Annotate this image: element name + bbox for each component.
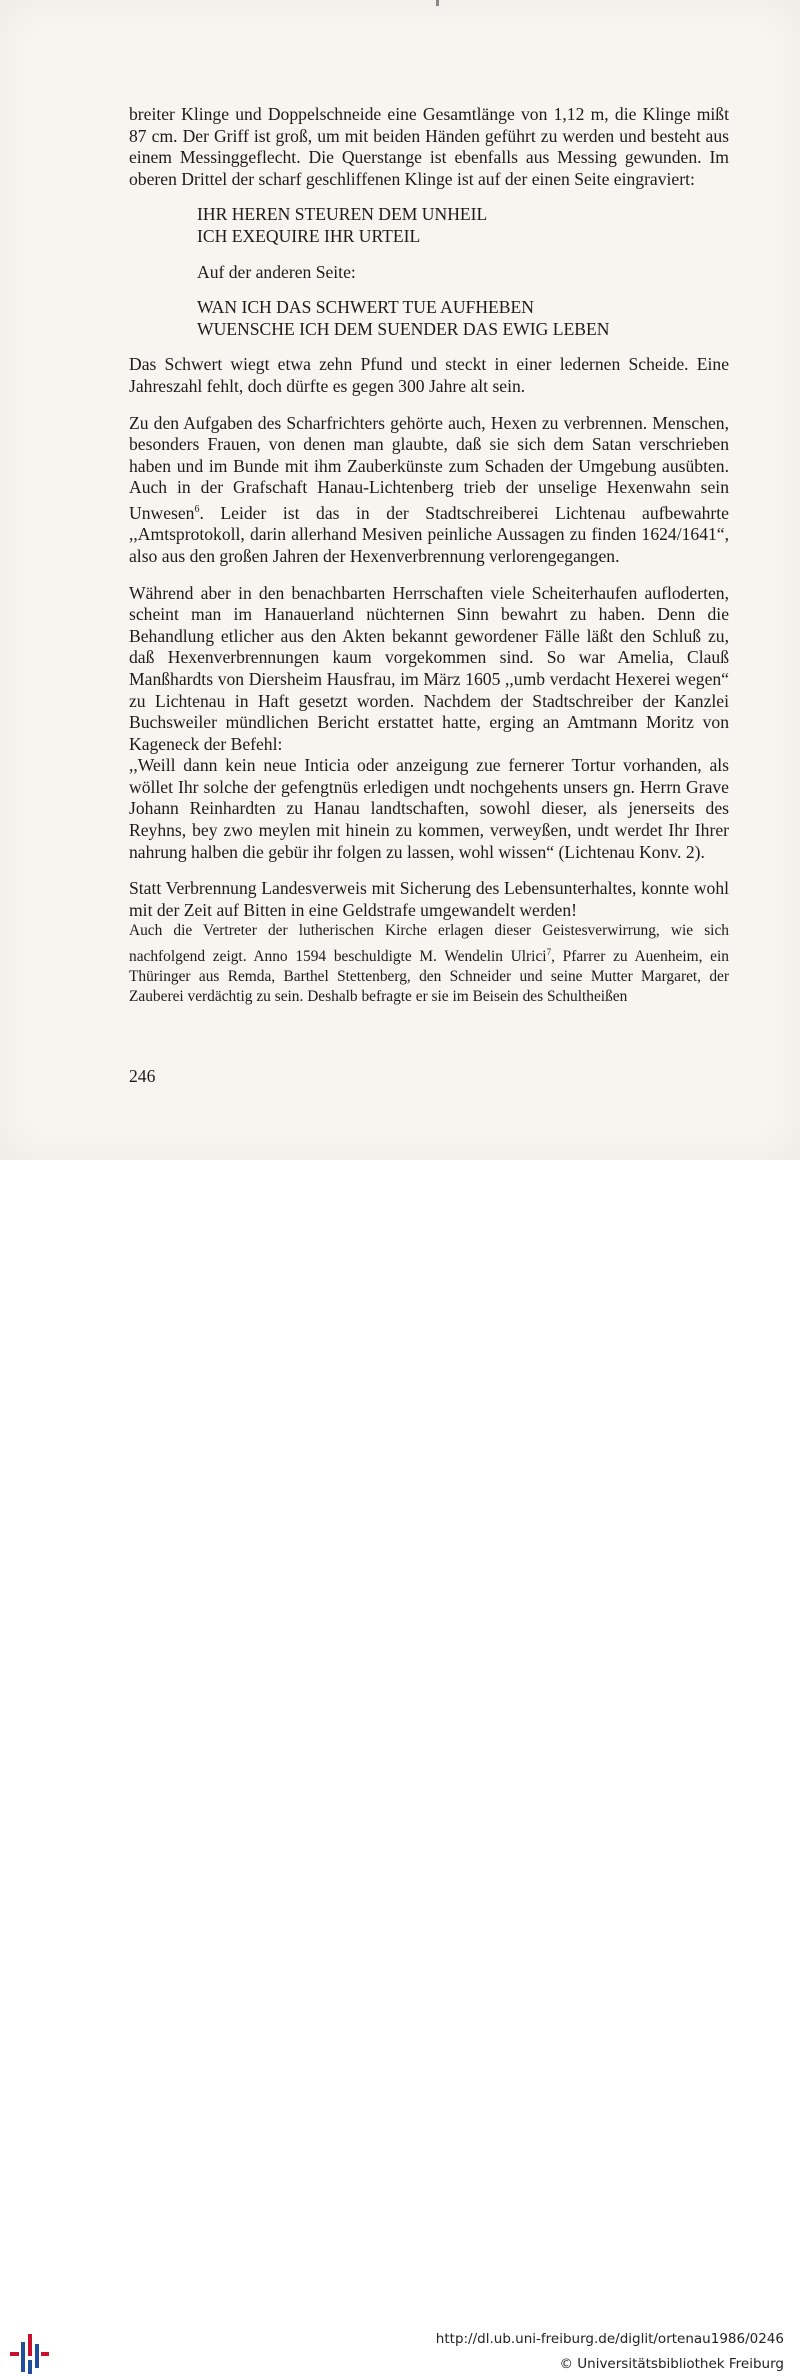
inscription-2 — [197, 297, 729, 340]
paragraph-5: Statt Verbrennung Landesverweis mit Sicherung des Lebensunterhaltes, konnte wohl mit der Zeit auf Bitten in eine Geldstrafe umgewandelt werden! — [129, 878, 729, 920]
footnote-ref-6: 6 — [194, 503, 200, 515]
paragraph-3 — [129, 413, 729, 568]
inscription-1-line-2: ICH EXEQUIRE IHR URTEIL — [197, 225, 421, 246]
inscription-2-line-2: WUENSCHE ICH DEM SUENDER DAS EWIG LEBEN — [197, 318, 610, 339]
viewer-footer — [0, 1160, 800, 2372]
paragraph-1: breiter Klinge und Doppelschneide eine Gesamtlänge von 1,12 m, die Klinge mißt 87 cm. Der Griff ist groß, um mit beiden Händen geführt zu werden und besteht aus einem Messinggeflecht. Die Querstange ist ebenfalls aus Messing gewunden. Im oberen Drittel der scharf geschliffenen Klinge ist auf der einen Seite eingraviert: — [129, 104, 729, 189]
paragraph-3-part-a: Zu den Aufgaben des Scharfrichters gehörte auch, Hexen zu verbrennen. Menschen, besonders Frauen, von denen man glaubte, daß sie sich dem Satan verschrieben haben und im Bunde mit ihm Zauberkünste zum Schaden der Umgebung ausübten. Auch in der Grafschaft Hanau-Lichtenberg trieb der unselige Hexenwahn sein Unwesen — [129, 412, 729, 523]
scanned-page — [0, 0, 800, 1160]
inscription-2-line-1: WAN ICH DAS SCHWERT TUE AUFHEBEN — [197, 297, 534, 318]
small-paragraph — [129, 921, 729, 1007]
other-side-label: Auf der anderen Seite: — [197, 261, 356, 282]
small-paragraph-part-a: Auch die Vertreter der lutherischen Kirche erlagen dieser Geistesverwirrung, wie sich nachfolgend zeigt. Anno 1594 beschuldigte M. Wendelin Ulrici — [129, 922, 729, 965]
inscription-1-line-1: IHR HEREN STEUREN DEM UNHEIL — [197, 204, 488, 225]
paragraph-2: Das Schwert wiegt etwa zehn Pfund und steckt in einer ledernen Scheide. Eine Jahreszahl fehlt, doch dürfte es gegen 300 Jahre alt sein. — [129, 354, 729, 396]
paragraph-3-part-b: . Leider ist das in der Stadtschreiberei Lichtenau aufbewahrte ,,Amtsprotokoll, darin allerhand Mesiven peinliche Aussagen zu finden 1624/1641“, also aus den großen Jahren der Hexenverbrennung verlorengegangen. — [129, 502, 729, 566]
page-body — [129, 104, 729, 1007]
inscription-1 — [197, 204, 729, 247]
copyright-notice: © Universitätsbibliothek Freiburg — [559, 2356, 784, 2372]
document-url-link[interactable]: http://dl.ub.uni-freiburg.de/diglit/ortenau1986/0246 — [435, 2331, 784, 2347]
page-number: 246 — [129, 1066, 156, 1086]
footnote-ref-7: 7 — [546, 946, 552, 957]
scan-mark — [436, 0, 439, 6]
ub-freiburg-logo-icon — [8, 2332, 50, 2376]
small-paragraph-part-b: , Pfarrer zu Auenheim, ein Thüringer aus Remda, Barthel Stettenberg, den Schneider und seine Mutter Margaret, der Zauberei verdächtig zu sein. Deshalb befragte er sie im Beisein des Schultheißen — [129, 947, 729, 1006]
quote-paragraph: ,,Weill dann kein neue Inticia oder anzeigung zue fernerer Tortur vorhanden, als wöllet Ihr solche der gefengtnüs erledigen undt nochgehents unsers gn. Herrn Grave Johann Reinhardten zu Hanau landtschaften, sowohl dieser, als jenerseits des Reyhns, bey zwo meylen mit hinein zu kommen, verweyßen, undt werdet Ihr Ihrer nahrung halben die gebür ihr folgen zu lassen, wohl wissen“ (Lichtenau Konv. 2). — [129, 755, 729, 862]
paragraph-4: Während aber in den benachbarten Herrschaften viele Scheiterhaufen aufloderten, scheint man im Hanauerland nüchternen Sinn bewahrt zu haben. Denn die Behandlung etlicher aus den Akten bekannt gewordener Fälle läßt den Schluß zu, daß Hexenverbrennungen kaum vorgekommen sind. So war Amelia, Clauß Manßhardts von Diersheim Hausfrau, im März 1605 ,,umb verdacht Hexerei wegen“ zu Lichtenau in Haft gesetzt worden. Nachdem der Stadtschreiber der Kanzlei Buchsweiler mündlichen Bericht erstattet hatte, erging an Amtmann Moritz von Kageneck der Befehl: — [129, 582, 729, 754]
